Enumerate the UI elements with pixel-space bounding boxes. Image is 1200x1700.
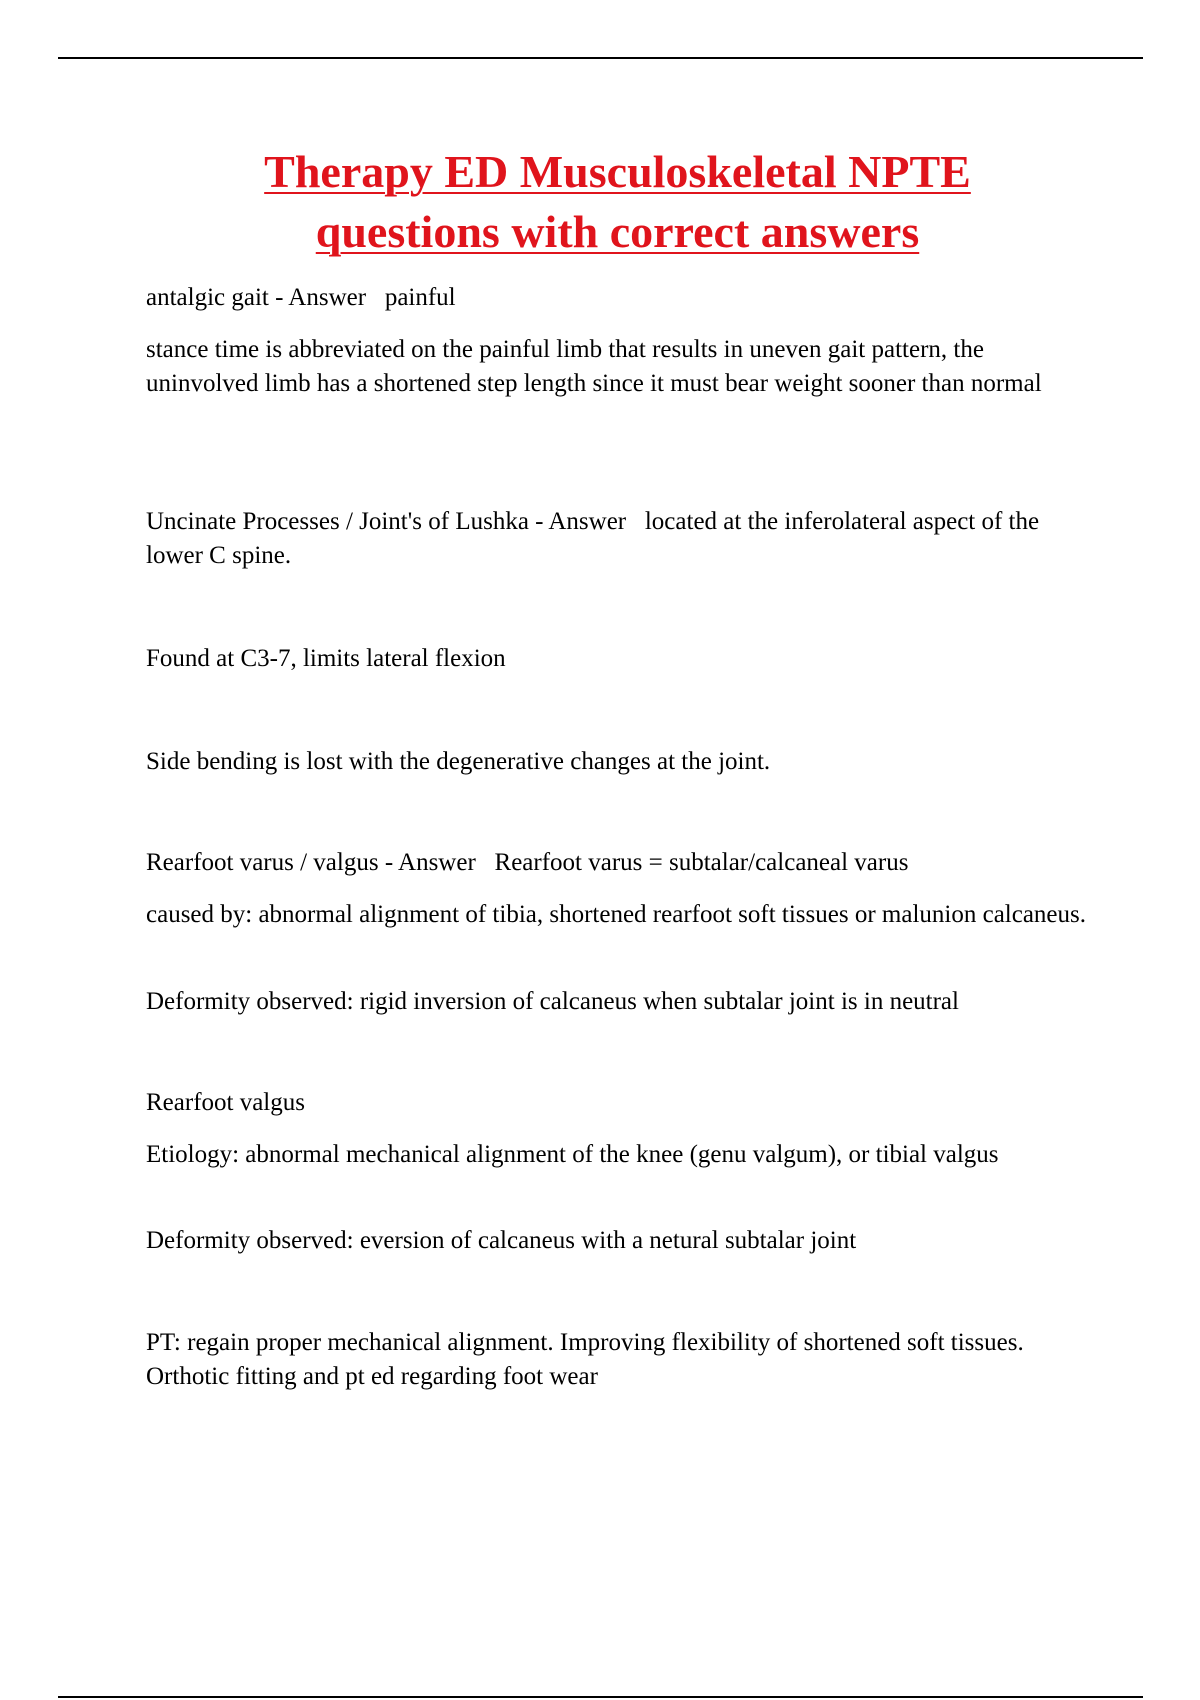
paragraph-caused-by: caused by: abnormal alignment of tibia, shortened rearfoot soft tissues or malunion calcaneus. [146, 901, 1087, 928]
paragraph-side-bending: Side bending is lost with the degenerative changes at the joint. [146, 748, 771, 775]
title-line-1: Therapy ED Musculoskeletal NPTE [264, 146, 971, 197]
paragraph-pt: PT: regain proper mechanical alignment. Improving flexibility of shortened soft tissues. Orthotic fitting and pt ed regarding foot wear [146, 1329, 1030, 1390]
paragraph-rearfoot-varus-valgus: Rearfoot varus / valgus - Answer Rearfoot varus = subtalar/calcaneal varus [146, 849, 909, 876]
paragraph-deformity-eversion: Deformity observed: eversion of calcaneus with a netural subtalar joint [146, 1227, 857, 1254]
top-rule [58, 57, 1143, 59]
paragraph-uncinate-processes: Uncinate Processes / Joint's of Lushka - Answer located at the inferolateral aspect of the lower C spine. [146, 508, 1046, 569]
title-line-2: questions with correct answers [315, 206, 920, 257]
paragraph-stance-time: stance time is abbreviated on the painful limb that results in uneven gait pattern, the uninvolved limb has a shortened step length since it must bear weight sooner than normal [146, 336, 1042, 397]
paragraph-antalgic-gait: antalgic gait - Answer painful [146, 284, 456, 311]
paragraph-rearfoot-valgus: Rearfoot valgus [146, 1089, 305, 1116]
paragraph-found-at: Found at C3-7, limits lateral flexion [146, 645, 506, 672]
paragraph-etiology: Etiology: abnormal mechanical alignment of the knee (genu valgum), or tibial valgus [146, 1141, 999, 1168]
paragraph-deformity-inversion: Deformity observed: rigid inversion of calcaneus when subtalar joint is in neutral [146, 988, 959, 1015]
document-title [0, 142, 1200, 262]
bottom-rule [58, 1696, 1143, 1698]
